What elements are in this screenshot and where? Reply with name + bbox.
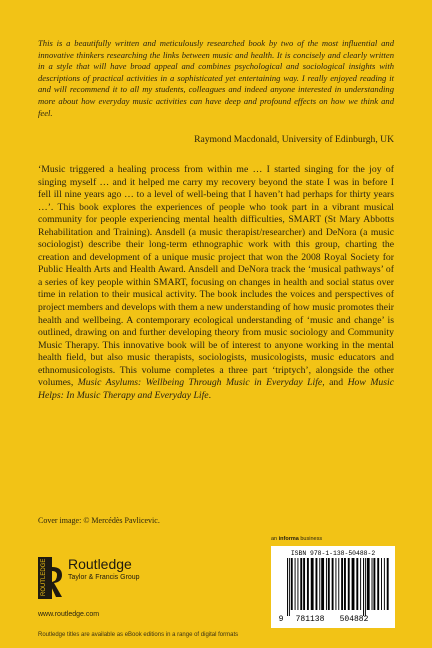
cover-credit: Cover image: © Mercédès Pavlicevic. <box>38 516 160 525</box>
endorsement-quote: This is a beautifully written and meticulously researched book by two of the most influential and innovative thinkers researching the links between music and health. It is concisely and clearly written in a style that will have broad appeal and combines psychological and sociological insights with descriptions of practical activities in a sophisticated yet entertaining way. I really enjoyed reading it and will recommend it to all my students, colleagues and indeed anyone interested in understanding more about how everyday music activities can have deep and profound effects on how we think and feel. <box>38 38 394 118</box>
informa-brand: informa <box>278 536 299 542</box>
barcode-bars <box>277 558 389 624</box>
publisher-group: Taylor & Francis Group <box>68 574 140 581</box>
logo-lettering: ROUTLEDGE <box>41 558 47 596</box>
description-end: . <box>208 389 211 401</box>
routledge-logo <box>38 557 64 604</box>
publisher-website: www.routledge.com <box>38 611 100 618</box>
svg-text:504882: 504882 <box>339 615 369 624</box>
publisher-name: Routledge <box>68 556 132 572</box>
informa-suffix: business <box>298 536 323 542</box>
description-joiner: , and <box>322 377 348 389</box>
informa-prefix: an <box>271 536 279 542</box>
routledge-logo-icon <box>38 557 64 599</box>
isbn-barcode <box>271 546 395 628</box>
book-description <box>38 164 394 402</box>
svg-text:9: 9 <box>278 615 284 624</box>
companion-title-1: Music Asylums: Wellbeing Through Music in Everyday Life <box>77 377 323 389</box>
isbn-label: ISBN 978-1-138-50488-2 <box>290 550 376 557</box>
svg-text:781138: 781138 <box>295 615 325 624</box>
informa-business-label <box>271 536 322 543</box>
ebook-footnote: Routledge titles are available as eBook editions in a range of digital formats <box>38 632 239 638</box>
companion-title-2: How Music Helps: In Music Therapy and Everyday Life <box>38 377 394 401</box>
endorsement-attribution: Raymond Macdonald, University of Edinburgh, UK <box>194 134 394 145</box>
description-text: ‘Music triggered a healing process from within me … I started singing for the joy of singing myself … and it helped me carry my recovery beyond the state I was in before I fell ill nine years ago … to a level of well-being that I haven’t had perhaps for thirty years …’. This book explores the experiences of people who took part in a vibrant musical community for people experiencing mental health difficulties, SMART (St Mary Abbotts Rehabilitation and Training). Ansdell (a music therapist/researcher) and DeNora (a music sociologist) describe their long-term ethnographic work with this group, charting the creation and development of a unique music project that won the 2008 Royal Society for Public Health Arts and Health Award. Ansdell and DeNora track the ‘musical pathways’ of a series of key people within SMART, focusing on changes in health and social status over time in relation to their musical activity. The book includes the voices and perspectives of project members and develops with them a new understanding of how music promotes their health and wellbeing. A contemporary ecological understanding of ‘music and change’ is outlined, drawing on and further developing theory from music sociology and Community Music Therapy. This innovative book will be of interest to anyone working in the mental health field, but also music therapists, sociologists, musicologists, music educators and ethnomusicologists. This volume completes a three part ‘triptych’, alongside the other volumes, <box>38 164 394 389</box>
